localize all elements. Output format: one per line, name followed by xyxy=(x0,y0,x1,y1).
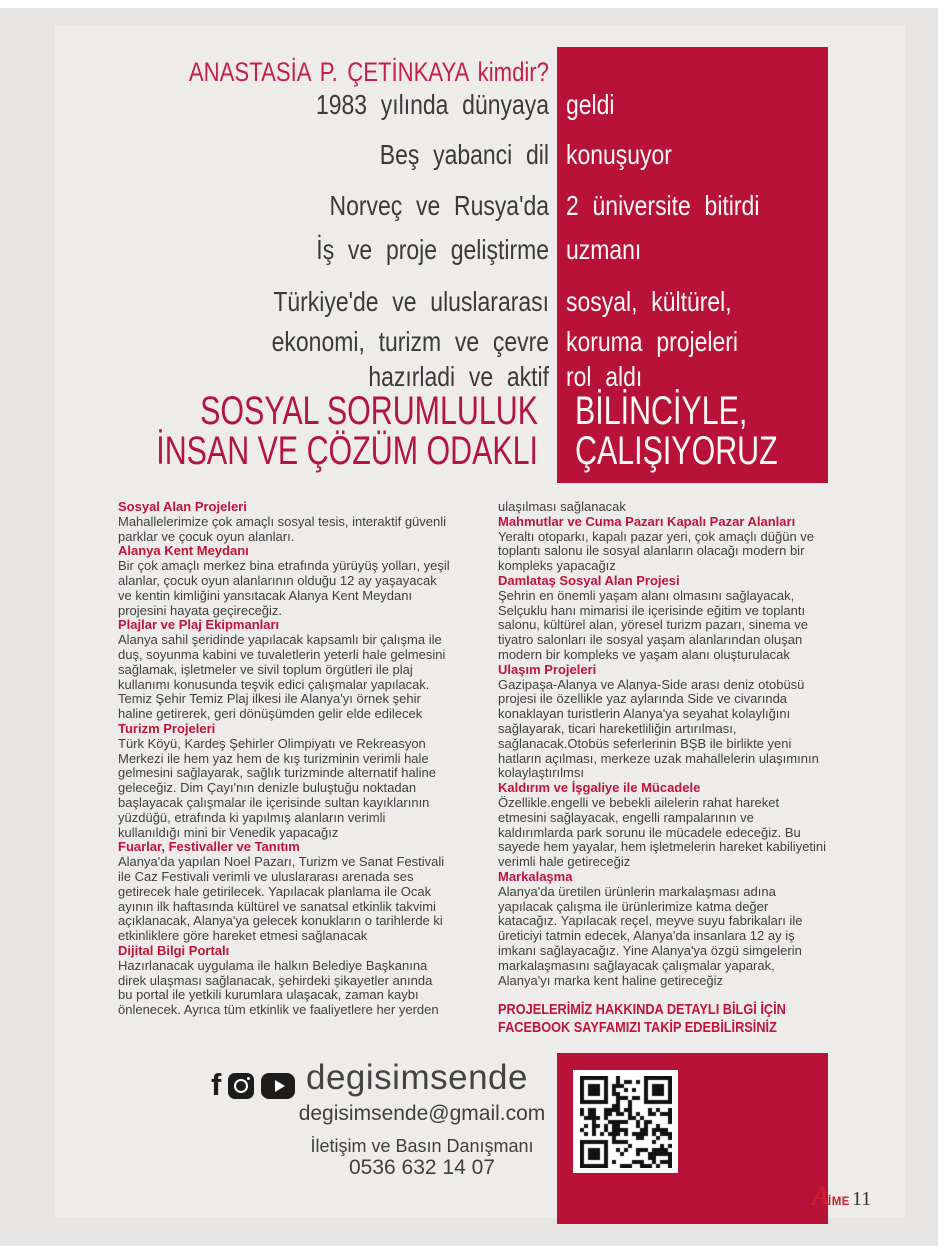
slogan-line-right: BİLİNCİYLE, xyxy=(575,389,748,433)
section-text: Alanya'da yapılan Noel Pazarı, Turizm ve Sanat Festivali ile Caz Festivali verimli ve uluslararası arenada ses getirecek hale getirilecek. Yapılacak planlama ile Ocak ayının ilk haftasında kültürel ve sanatsal etkinlik takvimi açıklanacak, Alanya'ya gelecek konukların o tarihlerde ki etkinliklere göre hareket etmesi sağlanacak xyxy=(118,854,445,944)
instagram-dot xyxy=(247,1077,250,1080)
column-left xyxy=(118,500,450,1018)
section-heading: Dijital Bilgi Portalı xyxy=(118,942,230,958)
youtube-play-triangle xyxy=(275,1080,285,1092)
intro-line-right: konuşuyor xyxy=(566,139,672,170)
section-heading: Damlataş Sosyal Alan Projesi xyxy=(498,572,680,588)
section-text: Yeraltı otoparkı, kapalı pazar yeri, çok amaçlı düğün ve toplantı salonu ile sosyal alanların olacağı modern bir kompleks yapacağız xyxy=(498,528,815,574)
social-icons-row xyxy=(211,1066,295,1102)
section-heading: Mahmutlar ve Cuma Pazarı Kapalı Pazar Alanları xyxy=(498,513,796,529)
intro-line-right: rol aldı xyxy=(566,361,643,392)
instagram-icon xyxy=(228,1073,254,1099)
page-title: ANASTASİA P. ÇETİNKAYA kimdir? xyxy=(188,57,549,87)
youtube-icon xyxy=(261,1073,295,1099)
logo-initial: A xyxy=(812,1181,831,1211)
section-text: Özellikle.engelli ve bebekli ailelerin rahat hareket etmesini sağlayacak, engelli rampalarının ve kaldırımlarda park sorunu ile mücadele edeceğiz. Bu sayede hem yayalar, hem işletmelerin hareket kabiliyetini verimli hale getireceğiz xyxy=(498,794,827,870)
section-heading: Alanya Kent Meydanı xyxy=(118,543,249,559)
section-heading: Ulaşım Projeleri xyxy=(498,661,597,677)
brand-name: degisimsende xyxy=(306,1058,528,1097)
section-text: Gazipaşa-Alanya ve Alanya-Side arası deniz otobüsü projesi ile özellikle yaz aylarında Side ve civarında konaklayan turistlerin Alanya'ya seyahat kolaylığını sağlayarak, ticari hareketliliğin artırılması, sağlanacak.Otobüs seferlerinin BŞB ile birlikte yeni hatların açılması, merkeze uzak mahallelerin ulaşımının kolaylaştırılmsı xyxy=(498,676,819,781)
intro-line-left: 1983 yılında dünyaya xyxy=(315,89,549,120)
intro-line-right: sosyal, kültürel, xyxy=(566,286,732,317)
section-text: Hazırlanacak uygulama ile halkın Belediye Başkanına direk ulaşması sağlanacak, şehirdeki şikayetler anında bu portal ile yetkili kurumlara ulaşacak, zaman kaybı önlenecek. Ayrıca tüm etkinlik ve faaliyetlere her yerden xyxy=(118,957,439,1018)
section-text: Şehrin en önemli yaşam alanı olmasını sağlayacak, Selçuklu hanı mimarisi ile içerisinde eğitim ve toplantı salonu, kültürel alan, yöresel turizm pazarı, sinema ve tiyatro salonları ile sosyal yaşam alanlarından oluşan modern bir kompleks ve yaşam alanı oluşturulacak xyxy=(498,587,808,662)
slogan-line-right: ÇALIŞIYORUZ xyxy=(575,429,778,473)
qr-code-box xyxy=(573,1070,678,1173)
slogan-line-left: İNSAN VE ÇÖZÜM ODAKLI xyxy=(156,429,538,473)
section-heading: Sosyal Alan Projeleri xyxy=(118,499,247,514)
section-text: Türk Köyü, Kardeş Şehirler Olimpiyatı ve Rekreasyon Merkezi ile hem yaz hem de kış turizminin verimli hale gelmesini sağlayarak, sağlık turizminde alternatif haline geleceğiz. Dim Çayı'nın denizle buluştuğu noktadan başlayacak çalışmalar ile içerisinde sultan kayıklarının yüzdüğü, etrafında ki yapılmış alanların verimli kullanıldığı mini bir Venedik yapacağız xyxy=(118,735,436,840)
intro-line-right: geldi xyxy=(566,89,615,120)
section-text: Bir çok amaçlı merkez bina etrafında yürüyüş yolları, yeşil alanlar, çocuk oyun alanlarının olduğu 12 ay yaşayacak ve kentin kimliğini yansıtacak Alanya Kent Meydanı projesini hayata geçireceğiz. xyxy=(118,558,450,618)
contact-role: İletişim ve Basın Danışmanı xyxy=(310,1136,534,1156)
intro-line-left: hazırladi ve aktif xyxy=(368,361,549,392)
section-heading: Fuarlar, Festivaller ve Tanıtım xyxy=(118,839,300,855)
logo-rest: İME xyxy=(828,1196,850,1208)
column-right xyxy=(498,500,828,1037)
intro-line-left: Türkiye'de ve uluslararası xyxy=(273,286,549,317)
contact-email: degisimsende@gmail.com xyxy=(298,1102,546,1125)
intro-line-left: ekonomi, turizm ve çevre xyxy=(271,326,549,357)
instagram-lens xyxy=(234,1079,248,1093)
facebook-icon: f xyxy=(211,1066,222,1102)
section-heading: Plajlar ve Plaj Ekipmanları xyxy=(118,617,280,633)
section-heading: Markalaşma xyxy=(498,868,573,884)
intro-line-left: İş ve proje geliştirme xyxy=(316,234,549,265)
intro-line-right: koruma projeleri xyxy=(566,326,738,357)
section-text: Mahallelerimize çok amaçlı sosyal tesis, interaktif güvenli parklar ve çocuk oyun alanları. xyxy=(118,513,447,544)
logo-number: 11 xyxy=(851,1188,872,1210)
section-heading: Kaldırım ve İşgaliye ile Mücadele xyxy=(498,780,701,796)
section-heading: Turizm Projeleri xyxy=(118,720,216,736)
footer-note xyxy=(498,1001,828,1037)
intro-line-left: Beş yabanci dil xyxy=(379,139,549,170)
intro-line-right: uzmanı xyxy=(566,234,642,265)
section-text: Alanya'da üretilen ürünlerin markalaşması adına yapılacak çalışma ile ürünlerimize katma değer katacağız. Yapılacak reçel, meyve suyu fabrikaları ile üreticiyi tatmin edecek, Alanya'da insanlara 12 ay iş imkanı sağlayacağız. Yine Alanya'ya özgü simgelerin markalaşmasını sağlayacak çalışmalar yaparak, Alanya'yı marka kent haline getireceğiz xyxy=(498,883,803,988)
qr-code xyxy=(580,1076,672,1168)
intro-line-right: 2 üniversite bitirdi xyxy=(566,190,760,221)
slogan-line-left: SOSYAL SORUMLULUK xyxy=(200,389,539,433)
aime-logo xyxy=(812,1181,872,1211)
section-text: Alanya sahil şeridinde yapılacak kapsamlı bir çalışma ile duş, soyunma kabini ve tuvaletlerin yeterli hale gelmesini sağlamak, işletmeler ve sivil toplum örgütleri ile plaj kullanımı konusunda teşvik edici çalışmalar yapılacak. Temiz Şehir Temiz Plaj ilkesi ile Alanya'yı örnek şehir haline getirerek, geri dönüşümden gelir elde edilecek xyxy=(118,632,446,722)
contact-phone: 0536 632 14 07 xyxy=(349,1156,495,1179)
section-text: ulaşılması sağlanacak xyxy=(498,499,626,514)
intro-line-left: Norveç ve Rusya'da xyxy=(329,190,549,221)
footer-note-line: PROJELERİMİZ HAKKINDA DETAYLI BİLGİ İÇİN xyxy=(498,1001,786,1019)
footer-note-line: FACEBOOK SAYFAMIZI TAKİP EDEBİLİRSİNİZ xyxy=(498,1019,777,1037)
